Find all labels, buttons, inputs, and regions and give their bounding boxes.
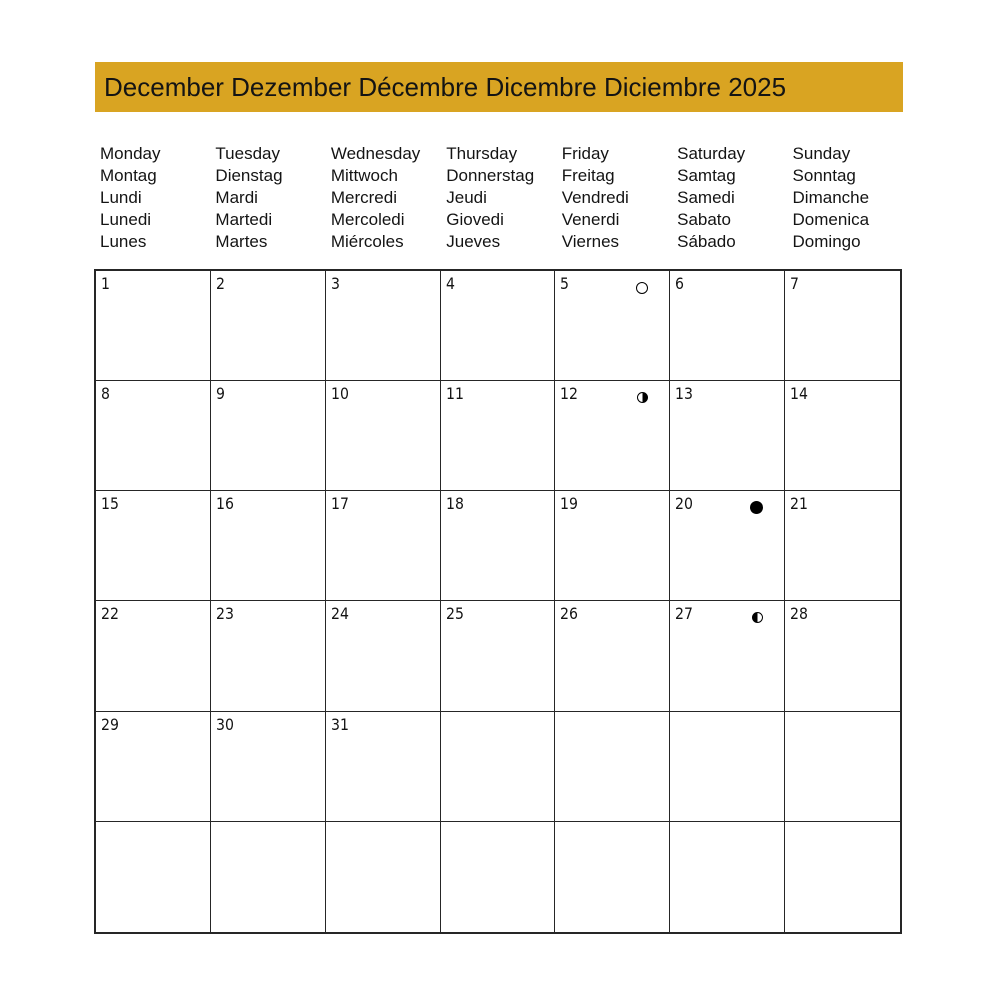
day-number: 27	[675, 604, 694, 624]
full-moon-icon	[636, 282, 648, 294]
calendar-cell-empty	[670, 712, 785, 822]
weekday-label: Venerdi	[561, 210, 620, 229]
weekday-column-thursday	[440, 143, 555, 253]
weekday-label: Mittwoch	[330, 166, 398, 185]
weekday-header-row	[94, 143, 902, 253]
first-quarter-icon	[752, 612, 763, 623]
calendar-cell-5	[555, 271, 670, 381]
day-number: 29	[101, 714, 119, 734]
day-number: 4	[445, 274, 455, 293]
calendar-cell-22	[96, 601, 211, 711]
new-moon-icon	[750, 501, 763, 514]
day-number: 15	[101, 494, 119, 514]
last-quarter-icon	[637, 392, 648, 403]
weekday-column-saturday	[671, 143, 786, 253]
calendar-cell-2	[211, 271, 326, 381]
weekday-label: Montag	[100, 166, 157, 185]
weekday-column-sunday	[787, 143, 902, 253]
weekday-label: Domenica	[792, 210, 870, 229]
weekday-label: Sabato	[677, 210, 731, 229]
weekday-label: Dienstag	[215, 166, 283, 185]
weekday-label: Donnerstag	[446, 166, 535, 185]
weekday-label: Samtag	[677, 166, 736, 185]
calendar-cell-4	[441, 271, 556, 381]
day-number: 9	[215, 384, 225, 404]
day-number: 17	[330, 494, 349, 514]
weekday-label: Viernes	[561, 232, 620, 251]
day-number: 20	[675, 494, 694, 514]
calendar-cell-21	[785, 491, 900, 601]
calendar-cell-empty	[441, 822, 556, 932]
weekday-label: Wednesday	[330, 144, 421, 163]
weekday-label: Lundi	[100, 188, 142, 207]
calendar-cell-empty	[441, 712, 556, 822]
day-number: 13	[675, 384, 694, 404]
calendar-cell-empty	[785, 712, 900, 822]
weekday-label: Tuesday	[215, 144, 280, 163]
calendar-cell-empty	[785, 822, 900, 932]
weekday-column-monday	[94, 143, 209, 253]
day-number: 12	[560, 384, 579, 404]
day-number: 30	[215, 714, 234, 734]
day-number: 8	[101, 384, 110, 404]
weekday-column-tuesday	[209, 143, 324, 253]
day-number: 14	[790, 384, 809, 404]
day-number: 23	[215, 604, 234, 624]
calendar-cell-empty	[96, 822, 211, 932]
day-number: 7	[790, 274, 800, 293]
calendar-cell-24	[326, 601, 441, 711]
weekday-label: Monday	[100, 144, 161, 163]
day-number: 18	[445, 494, 464, 514]
day-number: 11	[445, 384, 464, 404]
calendar-cell-27	[670, 601, 785, 711]
weekday-label: Saturday	[677, 144, 746, 163]
day-number: 1	[101, 274, 110, 293]
day-number: 22	[101, 604, 119, 624]
calendar-cell-1	[96, 271, 211, 381]
weekday-label: Jueves	[446, 232, 501, 251]
weekday-label: Thursday	[446, 144, 518, 163]
weekday-label: Lunedi	[100, 210, 152, 229]
calendar-title: December Dezember Décembre Dicembre Diciembre 2025	[104, 71, 787, 102]
calendar-cell-10	[326, 381, 441, 491]
day-number: 2	[215, 274, 225, 293]
calendar-cell-13	[670, 381, 785, 491]
day-number: 25	[445, 604, 464, 624]
day-number: 3	[330, 274, 340, 293]
calendar-cell-8	[96, 381, 211, 491]
calendar-cell-19	[555, 491, 670, 601]
calendar-cell-16	[211, 491, 326, 601]
day-number: 21	[790, 494, 809, 514]
weekday-label: Martedi	[215, 210, 273, 229]
day-number: 28	[790, 604, 809, 624]
calendar-cell-empty	[670, 822, 785, 932]
weekday-label: Mardi	[215, 188, 258, 207]
weekday-label: Jeudi	[446, 188, 487, 207]
calendar-cell-11	[441, 381, 556, 491]
day-number: 6	[675, 274, 685, 293]
day-number: 5	[560, 274, 570, 293]
calendar-cell-31	[326, 712, 441, 822]
weekday-label: Domingo	[792, 232, 861, 251]
weekday-label: Samedi	[677, 188, 735, 207]
calendar-cell-17	[326, 491, 441, 601]
calendar-cell-empty	[326, 822, 441, 932]
weekday-label: Mercredi	[330, 188, 397, 207]
weekday-label: Mercoledi	[330, 210, 405, 229]
calendar-cell-14	[785, 381, 900, 491]
weekday-label: Dimanche	[792, 188, 870, 207]
calendar-cell-18	[441, 491, 556, 601]
day-number: 10	[330, 384, 349, 404]
day-number: 26	[560, 604, 579, 624]
day-number: 19	[560, 494, 579, 514]
day-number: 31	[330, 714, 349, 734]
weekday-label: Sonntag	[792, 166, 856, 185]
calendar-cell-9	[211, 381, 326, 491]
weekday-label: Martes	[215, 232, 268, 251]
day-number: 16	[215, 494, 234, 514]
weekday-column-wednesday	[325, 143, 440, 253]
calendar-cell-25	[441, 601, 556, 711]
calendar-cell-15	[96, 491, 211, 601]
weekday-label: Miércoles	[330, 232, 404, 251]
calendar-cell-28	[785, 601, 900, 711]
calendar-cell-20	[670, 491, 785, 601]
calendar-cell-29	[96, 712, 211, 822]
weekday-label: Sábado	[677, 232, 736, 251]
calendar-cell-12	[555, 381, 670, 491]
calendar-cell-23	[211, 601, 326, 711]
weekday-label: Sunday	[792, 144, 851, 163]
weekday-column-friday	[556, 143, 671, 253]
weekday-label: Vendredi	[561, 188, 629, 207]
weekday-label: Friday	[561, 144, 609, 163]
calendar-cell-empty	[555, 712, 670, 822]
day-number: 24	[330, 604, 349, 624]
calendar-cell-empty	[555, 822, 670, 932]
calendar-cell-7	[785, 271, 900, 381]
calendar-cell-6	[670, 271, 785, 381]
calendar-cell-30	[211, 712, 326, 822]
calendar-cell-26	[555, 601, 670, 711]
weekday-label: Lunes	[100, 232, 147, 251]
calendar-cell-3	[326, 271, 441, 381]
weekday-label: Giovedi	[446, 210, 504, 229]
title-banner	[95, 62, 903, 112]
calendar-cell-empty	[211, 822, 326, 932]
calendar-grid	[94, 269, 902, 934]
weekday-label: Freitag	[561, 166, 615, 185]
